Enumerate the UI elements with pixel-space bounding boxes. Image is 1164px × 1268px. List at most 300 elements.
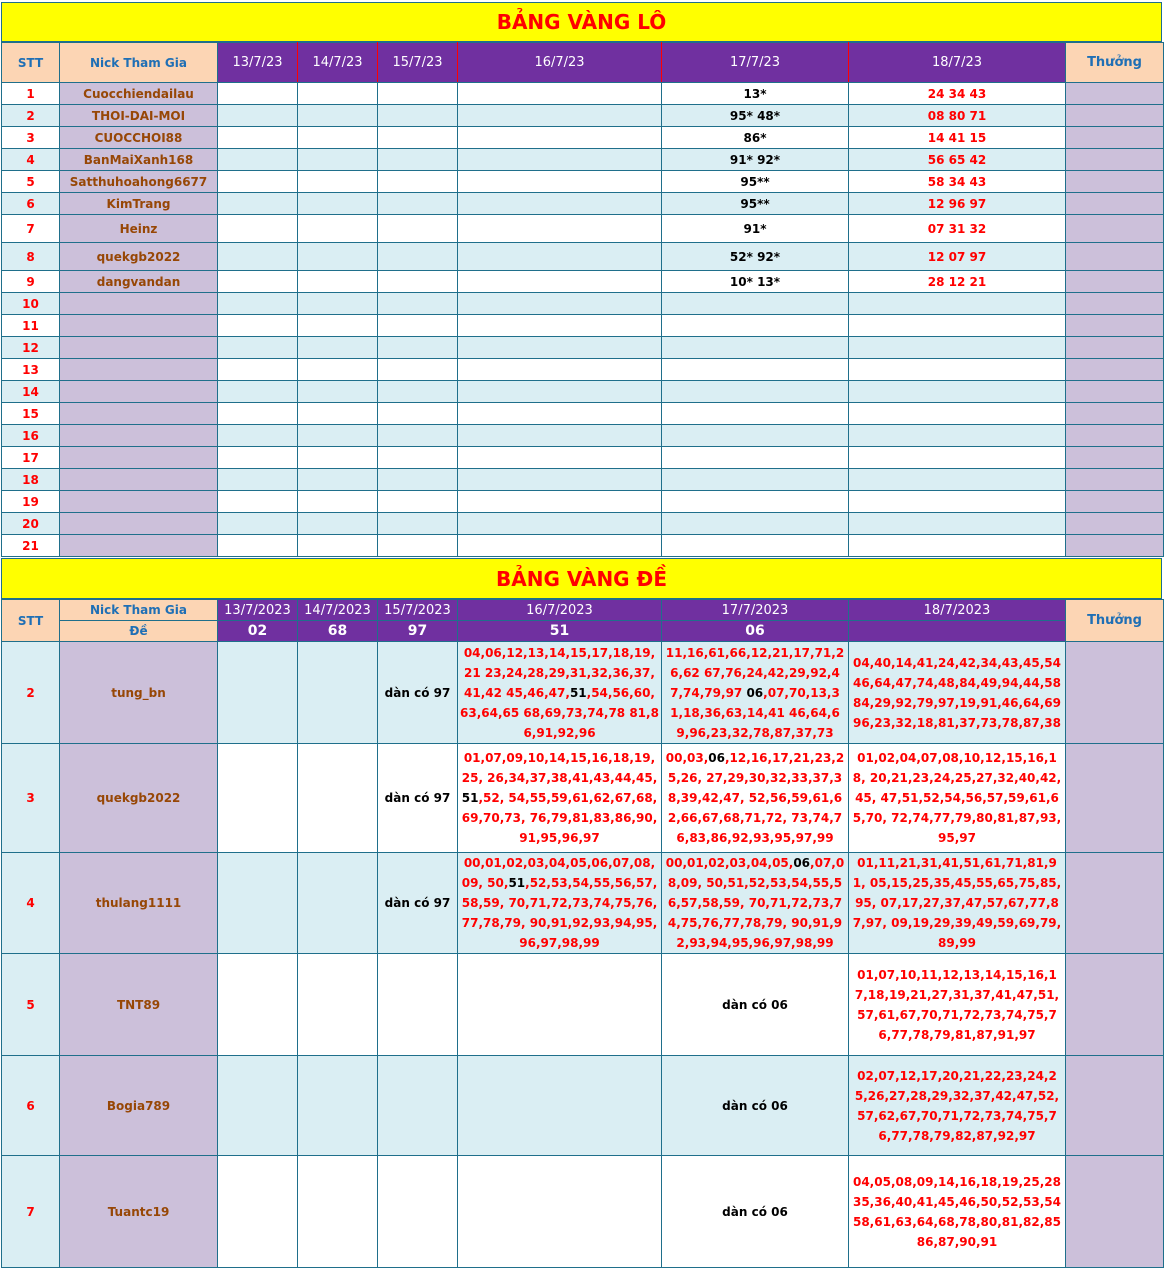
lo-stt: 11 — [2, 315, 60, 337]
lo-cell-d18 — [849, 425, 1066, 447]
lo-header-date: 16/7/23 — [458, 43, 662, 83]
lo-cell — [378, 425, 458, 447]
lo-cell — [298, 513, 378, 535]
lo-thuong — [1066, 105, 1164, 127]
lo-nick: quekgb2022 — [60, 243, 218, 271]
de-row — [2, 954, 1164, 1056]
de-cell-d17 — [662, 642, 849, 744]
de-header-date: 15/7/2023 — [378, 600, 458, 621]
lo-row — [2, 403, 1164, 425]
de-cell-d18: 01,11,21,31,41,51,61,71,81,91, 05,15,25,35,45,55,65,75,85,95, 07,17,27,37,47,57,67,77,87,97, 09,19,29,39,49,59,69,79,89,99 — [849, 853, 1066, 954]
lo-cell — [378, 491, 458, 513]
lo-cell — [218, 359, 298, 381]
lo-stt: 7 — [2, 215, 60, 243]
de-cell-d16 — [458, 1156, 662, 1268]
de-cell-d16 — [458, 642, 662, 744]
de-dan-note: dàn có 06 — [722, 1098, 788, 1113]
de-cell-d17 — [662, 744, 849, 853]
lo-cell — [218, 83, 298, 105]
lo-row — [2, 447, 1164, 469]
lo-cell — [378, 447, 458, 469]
lo-cell-d18 — [849, 513, 1066, 535]
lo-cell — [218, 513, 298, 535]
lo-header-thuong: Thưởng — [1066, 43, 1164, 83]
de-cell-d17 — [662, 853, 849, 954]
de-header-date: 18/7/2023 — [849, 600, 1066, 621]
de-header-row — [2, 600, 1164, 621]
lo-nick — [60, 535, 218, 557]
de-stt: 4 — [2, 853, 60, 954]
lo-cell-d18 — [849, 315, 1066, 337]
de-cell-d17 — [662, 1056, 849, 1156]
lo-thuong — [1066, 243, 1164, 271]
lo-row — [2, 83, 1164, 105]
lo-stt: 9 — [2, 271, 60, 293]
lo-nick — [60, 293, 218, 315]
lo-cell — [218, 491, 298, 513]
de-cell-d16 — [458, 853, 662, 954]
lo-cell — [378, 513, 458, 535]
lo-row — [2, 425, 1164, 447]
lo-title-banner — [1, 2, 1162, 42]
de-row — [2, 1156, 1164, 1268]
lo-header-date: 13/7/23 — [218, 43, 298, 83]
lo-cell — [218, 293, 298, 315]
lo-cell-d18: 08 80 71 — [849, 105, 1066, 127]
de-stt: 6 — [2, 1056, 60, 1156]
de-numbers-text: ,52, 54,55,59,61,62,67,68,69,70,73, 76,79,81,83,86,90,91,95,96,97 — [461, 791, 658, 845]
de-stt: 5 — [2, 954, 60, 1056]
lo-cell — [218, 381, 298, 403]
lo-row — [2, 243, 1164, 271]
lo-cell — [298, 337, 378, 359]
lo-cell-d18 — [849, 535, 1066, 557]
de-result: 06 — [662, 621, 849, 642]
de-cell — [218, 1156, 298, 1268]
lo-cell — [378, 315, 458, 337]
lo-cell — [378, 243, 458, 271]
lo-nick: Heinz — [60, 215, 218, 243]
lo-stt: 8 — [2, 243, 60, 271]
lo-row — [2, 149, 1164, 171]
lo-thuong — [1066, 425, 1164, 447]
lo-cell-d17: 95* 48* — [662, 105, 849, 127]
lo-cell — [378, 535, 458, 557]
lo-row — [2, 535, 1164, 557]
lo-cell — [218, 403, 298, 425]
lo-cell — [458, 105, 662, 127]
lo-cell-d17: 95** — [662, 171, 849, 193]
lo-row — [2, 105, 1164, 127]
de-thuong — [1066, 853, 1164, 954]
de-numbers-text: ,07,08,09, 50,51,52,53,54,55,56,57,58,59, 70,71,72,73,74,75,76,77,78,79, 90,91,92,93,94,95,96,97,98,99 — [667, 856, 845, 950]
lo-nick: dangvandan — [60, 271, 218, 293]
lo-cell — [218, 271, 298, 293]
de-header-date: 17/7/2023 — [662, 600, 849, 621]
lo-cell — [298, 315, 378, 337]
lo-stt: 17 — [2, 447, 60, 469]
lo-cell-d17: 91* — [662, 215, 849, 243]
lo-cell-d18: 58 34 43 — [849, 171, 1066, 193]
lo-cell — [298, 359, 378, 381]
de-nick: quekgb2022 — [60, 744, 218, 853]
de-nick: TNT89 — [60, 954, 218, 1056]
de-header-thuong: Thưởng — [1066, 600, 1164, 642]
lo-cell — [458, 315, 662, 337]
de-dan-note: dàn có 06 — [722, 1204, 788, 1219]
lo-cell — [298, 105, 378, 127]
lo-cell — [378, 171, 458, 193]
lo-cell — [298, 243, 378, 271]
lo-thuong — [1066, 403, 1164, 425]
lo-row — [2, 215, 1164, 243]
lo-row — [2, 381, 1164, 403]
lo-stt: 13 — [2, 359, 60, 381]
de-stt: 7 — [2, 1156, 60, 1268]
lo-cell — [458, 193, 662, 215]
lo-thuong — [1066, 215, 1164, 243]
de-numbers-text: 11,16,61,66,12,21,17,71,26,62 67,76,24,42,29,92,47,74,79,97 — [665, 645, 845, 700]
lo-cell — [298, 381, 378, 403]
lo-thuong — [1066, 535, 1164, 557]
lo-cell-d17 — [662, 315, 849, 337]
lo-row — [2, 127, 1164, 149]
de-header-date: 13/7/2023 — [218, 600, 298, 621]
lo-cell — [458, 171, 662, 193]
de-cell-d15 — [378, 954, 458, 1056]
lo-cell — [378, 105, 458, 127]
de-hit-number: 51 — [569, 685, 587, 700]
lo-row — [2, 469, 1164, 491]
de-hit-number: 06 — [793, 856, 811, 870]
lo-cell-d17 — [662, 337, 849, 359]
de-thuong — [1066, 744, 1164, 853]
lo-cell — [378, 83, 458, 105]
lo-cell — [298, 149, 378, 171]
de-cell-d15 — [378, 1156, 458, 1268]
de-cell-d15: dàn có 97 — [378, 744, 458, 853]
lo-thuong — [1066, 315, 1164, 337]
lo-nick — [60, 447, 218, 469]
lo-header-date: 15/7/23 — [378, 43, 458, 83]
lo-cell — [378, 271, 458, 293]
lo-cell-d17: 10* 13* — [662, 271, 849, 293]
lo-cell — [378, 337, 458, 359]
lo-cell-d18: 07 31 32 — [849, 215, 1066, 243]
lo-stt: 21 — [2, 535, 60, 557]
lo-cell-d18: 12 07 97 — [849, 243, 1066, 271]
lo-cell — [298, 425, 378, 447]
de-numbers-text: ,52,53,54,55,56,57,58,59, 70,71,72,73,74,75,76,77,78,79, 90,91,92,93,94,95,96,97,98,99 — [461, 876, 658, 950]
lo-cell — [458, 447, 662, 469]
lo-stt: 3 — [2, 127, 60, 149]
lo-stt: 14 — [2, 381, 60, 403]
de-thuong — [1066, 1156, 1164, 1268]
lo-cell — [218, 149, 298, 171]
lo-cell — [458, 469, 662, 491]
lo-nick — [60, 513, 218, 535]
de-header-date: 16/7/2023 — [458, 600, 662, 621]
de-cell — [218, 954, 298, 1056]
de-row — [2, 853, 1164, 954]
lo-thuong — [1066, 337, 1164, 359]
lo-cell-d17 — [662, 491, 849, 513]
lo-row — [2, 193, 1164, 215]
de-cell — [298, 1056, 378, 1156]
lo-cell — [458, 513, 662, 535]
lo-cell-d18: 24 34 43 — [849, 83, 1066, 105]
lo-cell — [298, 293, 378, 315]
de-numbers-text: ,07,70,13,31,18,36,63,14,41 46,64,69,96,23,32,78,87,37,73 — [670, 685, 840, 740]
de-thuong — [1066, 1056, 1164, 1156]
lo-cell — [298, 127, 378, 149]
lo-cell-d17: 86* — [662, 127, 849, 149]
lo-cell — [298, 469, 378, 491]
lo-cell — [218, 315, 298, 337]
lo-thuong — [1066, 83, 1164, 105]
lo-row — [2, 491, 1164, 513]
lo-cell — [218, 171, 298, 193]
lo-cell-d17: 91* 92* — [662, 149, 849, 171]
de-result: 02 — [218, 621, 298, 642]
lo-cell — [378, 149, 458, 171]
lo-thuong — [1066, 293, 1164, 315]
de-row — [2, 642, 1164, 744]
lo-row — [2, 315, 1164, 337]
lo-cell — [458, 243, 662, 271]
lo-cell-d18: 14 41 15 — [849, 127, 1066, 149]
lo-cell-d17 — [662, 381, 849, 403]
lo-cell-d18 — [849, 491, 1066, 513]
lo-cell-d17 — [662, 469, 849, 491]
lo-nick — [60, 403, 218, 425]
lo-cell — [458, 359, 662, 381]
lo-nick — [60, 359, 218, 381]
lo-cell — [218, 193, 298, 215]
lo-cell — [298, 403, 378, 425]
lo-cell — [458, 425, 662, 447]
de-cell-d15: dàn có 97 — [378, 642, 458, 744]
lo-stt: 10 — [2, 293, 60, 315]
de-cell-d15 — [378, 1056, 458, 1156]
de-header-de-label: Đề — [60, 621, 218, 642]
lo-stt: 12 — [2, 337, 60, 359]
lo-title: BẢNG VÀNG LÔ — [496, 10, 667, 34]
lo-stt: 5 — [2, 171, 60, 193]
lo-cell-d18 — [849, 381, 1066, 403]
de-numbers-text: ,12,16,17,21,23,25,26, 27,29,30,32,33,37,38,39,42,47, 52,56,59,61,62,66,67,68,71,72, 73,74,76,83,86,92,93,95,97,99 — [667, 751, 845, 845]
de-numbers-text: ,54,56,60,63,64,65 68,69,73,74,78 81,86,91,92,96 — [460, 685, 659, 740]
lo-cell-d17: 52* 92* — [662, 243, 849, 271]
lo-thuong — [1066, 381, 1164, 403]
de-thuong — [1066, 642, 1164, 744]
lo-cell-d18 — [849, 293, 1066, 315]
de-cell — [298, 1156, 378, 1268]
lo-cell — [218, 447, 298, 469]
de-numbers-text: 00,03, — [665, 751, 709, 765]
lo-thuong — [1066, 149, 1164, 171]
de-nick: Tuantc19 — [60, 1156, 218, 1268]
de-cell-d17 — [662, 954, 849, 1056]
de-result — [849, 621, 1066, 642]
lo-thuong — [1066, 127, 1164, 149]
de-title: BẢNG VÀNG ĐỀ — [496, 566, 667, 591]
lo-cell — [458, 271, 662, 293]
de-cell-d18: 04,40,14,41,24,42,34,43,45,54 46,64,47,74,48,84,49,94,44,58 84,29,92,79,97,19,91,46,64,69 96,23,32,18,81,37,73,78,87,38 — [849, 642, 1066, 744]
de-nick: thulang1111 — [60, 853, 218, 954]
lo-row — [2, 359, 1164, 381]
de-hit-number: 51 — [461, 791, 479, 805]
de-row — [2, 744, 1164, 853]
lo-thuong — [1066, 193, 1164, 215]
lo-stt: 16 — [2, 425, 60, 447]
lo-cell-d18: 12 96 97 — [849, 193, 1066, 215]
de-header-stt: STT — [2, 600, 60, 642]
de-cell — [218, 744, 298, 853]
lo-stt: 2 — [2, 105, 60, 127]
lo-cell — [298, 491, 378, 513]
lo-nick — [60, 315, 218, 337]
lo-cell — [378, 469, 458, 491]
lo-cell — [458, 337, 662, 359]
de-cell-d16 — [458, 1056, 662, 1156]
de-cell-d18: 01,07,10,11,12,13,14,15,16,17,18,19,21,27,31,37,41,47,51,57,61,67,70,71,72,73,74,75,76,77,78,79,81,87,91,97 — [849, 954, 1066, 1056]
lo-header-nick: Nick Tham Gia — [60, 43, 218, 83]
lo-header-date: 14/7/23 — [298, 43, 378, 83]
lo-cell — [298, 83, 378, 105]
lo-thuong — [1066, 171, 1164, 193]
lo-nick — [60, 381, 218, 403]
lo-cell-d18: 56 65 42 — [849, 149, 1066, 171]
de-stt: 3 — [2, 744, 60, 853]
lo-cell-d17 — [662, 403, 849, 425]
de-nick: tung_bn — [60, 642, 218, 744]
de-dan-note: dàn có 06 — [722, 997, 788, 1012]
de-hit-number: 51 — [508, 876, 526, 890]
lo-stt: 20 — [2, 513, 60, 535]
de-result: 51 — [458, 621, 662, 642]
de-result: 68 — [298, 621, 378, 642]
lo-nick: THOI-DAI-MOI — [60, 105, 218, 127]
lo-cell-d17: 13* — [662, 83, 849, 105]
lo-cell — [458, 535, 662, 557]
lo-row — [2, 293, 1164, 315]
lo-cell — [378, 127, 458, 149]
de-cell-d16 — [458, 954, 662, 1056]
lo-nick — [60, 491, 218, 513]
de-cell — [298, 744, 378, 853]
lo-nick: KimTrang — [60, 193, 218, 215]
lo-nick: Cuocchiendailau — [60, 83, 218, 105]
lo-cell — [218, 535, 298, 557]
lo-cell — [218, 469, 298, 491]
lo-cell — [218, 127, 298, 149]
de-cell — [218, 642, 298, 744]
lo-stt: 1 — [2, 83, 60, 105]
lo-cell-d17 — [662, 425, 849, 447]
lo-cell-d17 — [662, 447, 849, 469]
lo-thuong — [1066, 359, 1164, 381]
lo-header-row — [2, 43, 1164, 83]
de-cell — [298, 853, 378, 954]
lo-cell — [218, 215, 298, 243]
lo-cell — [378, 359, 458, 381]
lo-cell — [378, 215, 458, 243]
lo-cell-d17 — [662, 359, 849, 381]
lo-cell — [218, 425, 298, 447]
lo-nick: Satthuhoahong6677 — [60, 171, 218, 193]
de-cell-d17 — [662, 1156, 849, 1268]
lo-thuong — [1066, 491, 1164, 513]
lo-cell-d18 — [849, 469, 1066, 491]
lo-row — [2, 271, 1164, 293]
lo-thuong — [1066, 447, 1164, 469]
de-header-date: 14/7/2023 — [298, 600, 378, 621]
lo-header-date: 17/7/23 — [662, 43, 849, 83]
lo-stt: 15 — [2, 403, 60, 425]
lo-cell — [458, 215, 662, 243]
lo-cell — [458, 381, 662, 403]
de-cell-d16 — [458, 744, 662, 853]
lo-cell-d17 — [662, 535, 849, 557]
lo-cell — [218, 337, 298, 359]
lo-cell-d18 — [849, 359, 1066, 381]
lo-thuong — [1066, 513, 1164, 535]
lo-cell — [298, 215, 378, 243]
lo-header-stt: STT — [2, 43, 60, 83]
lo-cell — [378, 293, 458, 315]
lo-cell — [458, 403, 662, 425]
de-numbers-text: 00,01,02,03,04,05, — [665, 856, 794, 870]
lo-nick: CUOCCHOI88 — [60, 127, 218, 149]
de-stt: 2 — [2, 642, 60, 744]
de-nick: Bogia789 — [60, 1056, 218, 1156]
lo-cell — [298, 193, 378, 215]
de-cell — [298, 954, 378, 1056]
de-cell-d18: 01,02,04,07,08,10,12,15,16,18, 20,21,23,24,25,27,32,40,42,45, 47,51,52,54,56,57,59,61,65,70, 72,74,77,79,80,81,87,93,95,97 — [849, 744, 1066, 853]
lo-cell — [298, 271, 378, 293]
de-cell-d18: 04,05,08,09,14,16,18,19,25,28 35,36,40,41,45,46,50,52,53,54 58,61,63,64,68,78,80,81,82,85 86,87,90,91 — [849, 1156, 1066, 1268]
lo-nick — [60, 337, 218, 359]
lo-cell — [458, 127, 662, 149]
lo-nick: BanMaiXanh168 — [60, 149, 218, 171]
lo-cell — [298, 535, 378, 557]
lo-cell — [218, 243, 298, 271]
de-hit-number: 06 — [746, 685, 764, 700]
de-cell-d18: 02,07,12,17,20,21,22,23,24,25,26,27,28,29,32,37,42,47,52,57,62,67,70,71,72,73,74,75,76,77,78,79,82,87,92,97 — [849, 1056, 1066, 1156]
de-numbers-text: 04,06,12,13,14,15,17,18,19,21 23,24,28,29,31,32,36,37,41,42 45,46,47, — [463, 645, 656, 700]
de-cell-d15: dàn có 97 — [378, 853, 458, 954]
lo-cell-d18: 28 12 21 — [849, 271, 1066, 293]
de-result: 97 — [378, 621, 458, 642]
lo-cell — [458, 83, 662, 105]
lo-cell-d18 — [849, 403, 1066, 425]
lo-nick — [60, 425, 218, 447]
lo-cell-d18 — [849, 337, 1066, 359]
lo-cell — [218, 105, 298, 127]
lo-cell-d17: 95** — [662, 193, 849, 215]
de-cell — [218, 1056, 298, 1156]
lo-cell — [458, 491, 662, 513]
de-header-nick: Nick Tham Gia — [60, 600, 218, 621]
de-numbers-text: 01,07,09,10,14,15,16,18,19,25, 26,34,37,38,41,43,44,45, — [461, 751, 658, 785]
lo-thuong — [1066, 469, 1164, 491]
lo-row — [2, 337, 1164, 359]
de-numbers-text: 00,01,02,03,04,05,06,07,08,09, 50, — [461, 856, 656, 890]
lo-cell — [298, 447, 378, 469]
lo-cell — [378, 193, 458, 215]
lo-header-date: 18/7/23 — [849, 43, 1066, 83]
